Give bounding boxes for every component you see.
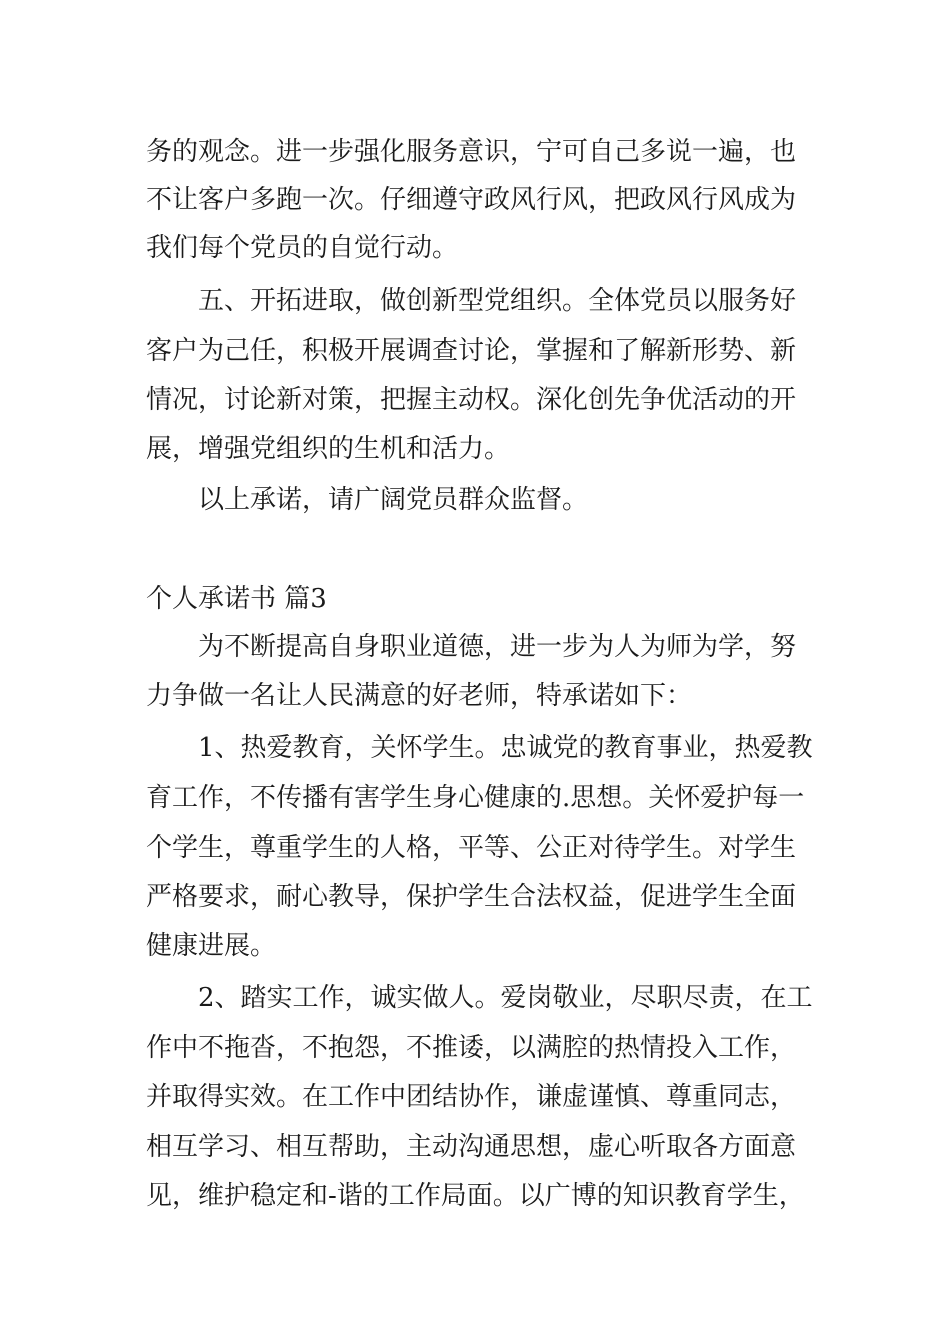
text-line-13: 育工作，不传播有害学生身心健康的.思想。关怀爱护每一 <box>146 783 805 813</box>
text-line-8: 以上承诺，请广阔党员群众监督。 <box>198 485 589 515</box>
text-line-3: 我们每个党员的自觉行动。 <box>146 233 459 263</box>
text-line-14: 个学生，尊重学生的人格，平等、公正对待学生。对学生 <box>146 833 797 863</box>
text-line-16: 健康进展。 <box>146 931 277 961</box>
text-line-1: 务的观念。进一步强化服务意识，宁可自己多说一遍，也 <box>146 137 797 167</box>
text-line-12: 1、热爱教育，关怀学生。忠诚党的教育事业，热爱教 <box>198 733 813 763</box>
text-line-11: 力争做一名让人民满意的好老师，特承诺如下： <box>146 681 693 711</box>
text-line-18: 作中不拖沓，不抱怨，不推诿，以满腔的热情投入工作， <box>146 1033 797 1063</box>
text-line-19: 并取得实效。在工作中团结协作，谦虚谨慎、尊重同志， <box>146 1082 797 1112</box>
text-line-10: 为不断提高自身职业道德，进一步为人为师为学，努 <box>198 632 797 662</box>
text-line-2: 不让客户多跑一次。仔细遵守政风行风，把政风行风成为 <box>146 185 797 215</box>
text-line-21: 见，维护稳定和-谐的工作局面。以广博的知识教育学生， <box>146 1181 805 1211</box>
text-line-15: 严格要求，耐心教导，保护学生合法权益，促进学生全面 <box>146 882 797 912</box>
text-line-7: 展，增强党组织的生机和活力。 <box>146 434 511 464</box>
text-line-4: 五、开拓进取，做创新型党组织。全体党员以服务好 <box>198 286 797 316</box>
text-line-5: 客户为己任，积极开展调查讨论，掌握和了解新形势、新 <box>146 336 797 366</box>
text-line-17: 2、踏实工作，诚实做人。爱岗敬业，尽职尽责，在工 <box>198 983 813 1013</box>
text-line-20: 相互学习、相互帮助，主动沟通思想，虚心听取各方面意 <box>146 1132 797 1162</box>
text-line-6: 情况，讨论新对策，把握主动权。深化创先争优活动的开 <box>146 385 797 415</box>
section-heading: 个人承诺书 篇3 <box>146 584 327 614</box>
